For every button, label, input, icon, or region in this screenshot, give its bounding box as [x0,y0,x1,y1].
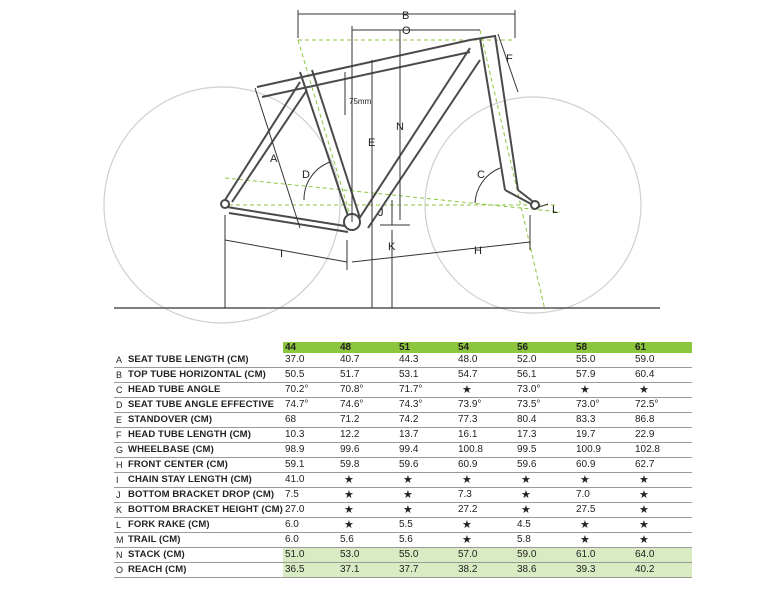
cell-value: ★ [456,533,515,548]
cell-value: 60.9 [574,458,633,473]
cell-value: 5.6 [397,533,456,548]
cell-value: ★ [633,503,692,518]
table-row [114,383,692,398]
row-label: BOTTOM BRACKET DROP (CM) [128,488,283,503]
row-label: FRONT CENTER (CM) [128,458,283,473]
cell-value: 7.3 [456,488,515,503]
label-l: L [552,204,559,216]
cell-value: 70.2° [283,383,338,398]
cell-value: ★ [633,473,692,488]
cell-value: 44.3 [397,353,456,368]
cell-value: 41.0 [283,473,338,488]
cell-value: 64.0 [633,548,692,563]
cell-value: ★ [515,503,574,518]
label-d: D [302,169,310,181]
rear-axle [221,200,229,208]
table-row [114,563,692,578]
cell-value: 83.3 [574,413,633,428]
row-label: HEAD TUBE ANGLE [128,383,283,398]
row-label: STACK (CM) [128,548,283,563]
label-h: H [474,245,482,257]
cell-value: 55.0 [574,353,633,368]
cell-value: 70.8° [338,383,397,398]
cell-value: ★ [515,488,574,503]
cell-value: 74.2 [397,413,456,428]
cell-value: 16.1 [456,428,515,443]
label-a: A [270,153,278,165]
cell-value: 52.0 [515,353,574,368]
cell-value: 4.5 [515,518,574,533]
cell-value: 102.8 [633,443,692,458]
cell-value: 13.7 [397,428,456,443]
size-54: 54 [456,342,515,353]
cell-value: 73.9° [456,398,515,413]
cell-value: ★ [633,383,692,398]
cell-value: 40.2 [633,563,692,578]
cell-value: 100.8 [456,443,515,458]
cell-value: 39.3 [574,563,633,578]
cell-value: 98.9 [283,443,338,458]
cell-value: 68 [283,413,338,428]
row-letter: E [114,413,128,428]
cell-value: 37.7 [397,563,456,578]
cell-value: 27.2 [456,503,515,518]
cell-value: 37.1 [338,563,397,578]
row-label: FORK RAKE (CM) [128,518,283,533]
cell-value: 74.6° [338,398,397,413]
row-letter: L [114,518,128,533]
cell-value: 51.7 [338,368,397,383]
table-row [114,503,692,518]
cell-value: 12.2 [338,428,397,443]
cell-value: 22.9 [633,428,692,443]
cell-value: 51.0 [283,548,338,563]
table-row [114,368,692,383]
cell-value: ★ [338,503,397,518]
row-letter: I [114,473,128,488]
cell-value: ★ [574,473,633,488]
table-row [114,488,692,503]
label-o: O [402,25,411,37]
cell-value: ★ [574,383,633,398]
cell-value: 99.4 [397,443,456,458]
cell-value: ★ [397,473,456,488]
label-f: F [506,53,513,65]
cell-value: 77.3 [456,413,515,428]
cell-value: 60.9 [456,458,515,473]
cell-value: 7.0 [574,488,633,503]
table-row [114,398,692,413]
row-label: BOTTOM BRACKET HEIGHT (CM) [128,503,283,518]
cell-value: 37.0 [283,353,338,368]
cell-value: 99.5 [515,443,574,458]
row-letter: A [114,353,128,368]
cell-value: 62.7 [633,458,692,473]
table-row [114,413,692,428]
row-label: SEAT TUBE LENGTH (CM) [128,353,283,368]
row-letter: N [114,548,128,563]
row-letter: C [114,383,128,398]
label-k: K [388,241,396,253]
row-letter: M [114,533,128,548]
cell-value: ★ [338,518,397,533]
cell-value: ★ [456,473,515,488]
row-letter: H [114,458,128,473]
cell-value: 73.0° [515,383,574,398]
table-row [114,458,692,473]
row-letter: D [114,398,128,413]
cell-value: 55.0 [397,548,456,563]
cell-value: 59.1 [283,458,338,473]
label-e: E [368,137,376,149]
row-letter: G [114,443,128,458]
cell-value: 59.8 [338,458,397,473]
size-51: 51 [397,342,456,353]
size-58: 58 [574,342,633,353]
cell-value: 36.5 [283,563,338,578]
cell-value: ★ [338,488,397,503]
size-header-row [114,342,692,353]
table-row [114,443,692,458]
cell-value: 71.2 [338,413,397,428]
cell-value: 59.6 [397,458,456,473]
cell-value: 73.0° [574,398,633,413]
cell-value: 53.0 [338,548,397,563]
cell-value: ★ [574,533,633,548]
cell-value: 86.8 [633,413,692,428]
row-letter: F [114,428,128,443]
cell-value: 56.1 [515,368,574,383]
cell-value: 74.7° [283,398,338,413]
cell-value: 99.6 [338,443,397,458]
label-offset: 75mm [349,97,372,106]
cell-value: 5.6 [338,533,397,548]
size-61: 61 [633,342,692,353]
table-row [114,473,692,488]
cell-value: 17.3 [515,428,574,443]
cell-value: 57.9 [574,368,633,383]
cell-value: 5.5 [397,518,456,533]
row-letter: K [114,503,128,518]
cell-value: ★ [515,473,574,488]
cell-value: 53.1 [397,368,456,383]
cell-value: 80.4 [515,413,574,428]
cell-value: 10.3 [283,428,338,443]
cell-value: 27.0 [283,503,338,518]
cell-value: 74.3° [397,398,456,413]
cell-value: 38.2 [456,563,515,578]
cell-value: 6.0 [283,533,338,548]
cell-value: 59.6 [515,458,574,473]
table-row [114,533,692,548]
cell-value: ★ [397,488,456,503]
seat-angle-arc [304,162,330,200]
cell-value: 73.5° [515,398,574,413]
size-48: 48 [338,342,397,353]
cell-value: 50.5 [283,368,338,383]
bike-frame [225,35,536,232]
row-label: TRAIL (CM) [128,533,283,548]
label-c: C [477,169,485,181]
table-row [114,548,692,563]
row-letter: J [114,488,128,503]
size-56: 56 [515,342,574,353]
table-row [114,428,692,443]
cell-value: ★ [633,518,692,533]
label-n: N [396,121,404,133]
cell-value: ★ [397,503,456,518]
cell-value: 54.7 [456,368,515,383]
row-label: TOP TUBE HORIZONTAL (CM) [128,368,283,383]
cell-value: 57.0 [456,548,515,563]
row-letter: B [114,368,128,383]
row-label: CHAIN STAY LENGTH (CM) [128,473,283,488]
cell-value: 59.0 [633,353,692,368]
size-44: 44 [283,342,338,353]
table-row [114,518,692,533]
cell-value: 7.5 [283,488,338,503]
cell-value: 61.0 [574,548,633,563]
cell-value: ★ [338,473,397,488]
cell-value: 60.4 [633,368,692,383]
cell-value: 40.7 [338,353,397,368]
cell-value: 48.0 [456,353,515,368]
cell-value: 19.7 [574,428,633,443]
label-i: I [280,248,284,260]
cell-value: 100.9 [574,443,633,458]
row-label: REACH (CM) [128,563,283,578]
label-b: B [402,10,410,22]
geometry-table [114,342,692,578]
cell-value: ★ [456,518,515,533]
cell-value: ★ [574,518,633,533]
cell-value: 72.5° [633,398,692,413]
cell-value: ★ [633,488,692,503]
cell-value: ★ [456,383,515,398]
cell-value: 71.7° [397,383,456,398]
cell-value: 5.8 [515,533,574,548]
row-label: SEAT TUBE ANGLE EFFECTIVE [128,398,283,413]
cell-value: 38.6 [515,563,574,578]
row-label: HEAD TUBE LENGTH (CM) [128,428,283,443]
cell-value: ★ [633,533,692,548]
row-label: STANDOVER (CM) [128,413,283,428]
row-letter: O [114,563,128,578]
cell-value: 59.0 [515,548,574,563]
cell-value: 6.0 [283,518,338,533]
label-j: J [378,207,384,219]
table-row [114,353,692,368]
cell-value: 27.5 [574,503,633,518]
row-label: WHEELBASE (CM) [128,443,283,458]
